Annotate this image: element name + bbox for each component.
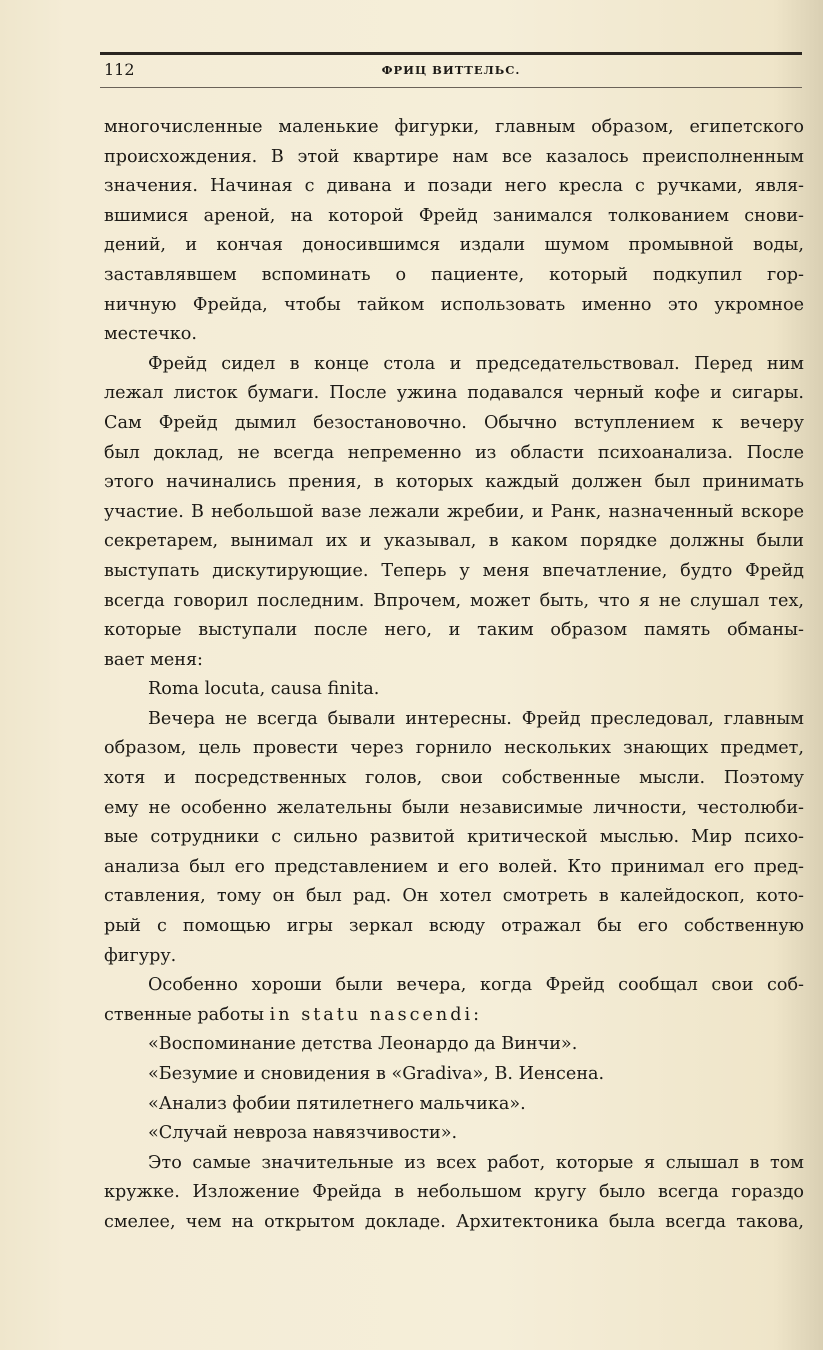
text-segment: : bbox=[473, 1004, 480, 1025]
text-line: смелее, чем на открытом докладе. Архитектоника была всегда такова, bbox=[104, 1211, 804, 1232]
text-line: «Анализ фобии пятилетнего мальчика». bbox=[148, 1093, 526, 1114]
text-line: вает меня: bbox=[104, 649, 203, 670]
text-line: образом, цель провести через горнило нескольких знающих предмет, bbox=[104, 738, 804, 759]
text-line: «Воспоминание детства Леонардо да Винчи». bbox=[148, 1034, 578, 1055]
text-line: Сам Фрейд дымил безостановочно. Обычно вступлением к вечеру bbox=[104, 412, 804, 433]
spaced-latin-phrase: in statu nascendi bbox=[269, 1004, 474, 1025]
header-underline bbox=[100, 87, 802, 88]
text-line: «Случай невроза навязчивости». bbox=[148, 1123, 458, 1144]
text-line: Фрейд сидел в конце стола и председательствовал. Перед ним bbox=[148, 353, 804, 374]
text-line: происхождения. В этой квартире нам все казалось преисполненным bbox=[104, 146, 804, 167]
text-line: ставления, тому он был рад. Он хотел смотреть в калейдоскоп, кото- bbox=[104, 886, 804, 907]
body-text bbox=[104, 113, 804, 1238]
text-line: анализа был его представлением и его волей. Кто принимал его пред- bbox=[104, 856, 804, 877]
text-line: хотя и посредственных голов, свои собственные мысли. Поэтому bbox=[104, 768, 804, 789]
text-segment: ственные работы bbox=[104, 1004, 270, 1025]
text-line: дений, и кончая доносившимся издали шумом промывной воды, bbox=[104, 235, 804, 256]
text-line bbox=[104, 1001, 804, 1031]
text-line: был доклад, не всегда непременно из области психоанализа. После bbox=[104, 442, 804, 463]
text-line: «Безумие и сновидения в «Gradiva», В. Иенсена. bbox=[148, 1064, 605, 1084]
text-line: всегда говорил последним. Впрочем, может быть, что я не слушал тех, bbox=[104, 590, 804, 611]
text-line: кружке. Изложение Фрейда в небольшом кругу было всегда гораздо bbox=[104, 1182, 804, 1203]
page-number: 112 bbox=[104, 60, 135, 79]
text-line: рый с помощью игры зеркал всюду отражал бы его собственную bbox=[104, 916, 804, 937]
text-line: лежал листок бумаги. После ужина подавался черный кофе и сигары. bbox=[104, 383, 804, 404]
text-line: Это самые значительные из всех работ, которые я слышал в том bbox=[148, 1152, 804, 1173]
text-line: ему не особенно желательны были независимые личности, честолюби- bbox=[104, 797, 804, 818]
text-line: участие. В небольшой вазе лежали жребии, и Ранк, назначенный вскоре bbox=[104, 501, 804, 522]
text-line: Вечера не всегда бывали интересны. Фрейд преследовал, главным bbox=[148, 708, 804, 729]
text-line: Roma locuta, causa finita. bbox=[148, 679, 380, 700]
text-line: которые выступали после него, и таким образом память обманы- bbox=[104, 620, 804, 641]
text-line: многочисленные маленькие фигурки, главным образом, египетского bbox=[104, 117, 804, 137]
text-line: секретарем, вынимал их и указывал, в каком порядке должны были bbox=[104, 531, 804, 552]
text-line: этого начинались прения, в которых каждый должен был принимать bbox=[104, 472, 804, 493]
text-line: значения. Начиная с дивана и позади него кресла с ручками, явля- bbox=[104, 176, 804, 197]
text-line: ничную Фрейда, чтобы тайком использовать именно это укромное bbox=[104, 294, 804, 315]
text-line: вые сотрудники с сильно развитой критической мыслью. Мир психо- bbox=[104, 827, 804, 848]
running-title: ФРИЦ ВИТТЕЛЬС. bbox=[381, 63, 521, 77]
text-line: фигуру. bbox=[104, 945, 177, 966]
text-line: вшимися ареной, на которой Фрейд занимался толкованием снови- bbox=[104, 205, 804, 226]
text-line: Особенно хороши были вечера, когда Фрейд сообщал свои соб- bbox=[148, 975, 804, 996]
text-line: местечко. bbox=[104, 324, 197, 345]
text-line: выступать дискутирующие. Теперь у меня впечатление, будто Фрейд bbox=[104, 560, 804, 581]
running-head bbox=[100, 60, 802, 84]
text-line: заставлявшем вспоминать о пациенте, который подкупил гор- bbox=[104, 264, 804, 285]
header-rule bbox=[100, 52, 802, 55]
